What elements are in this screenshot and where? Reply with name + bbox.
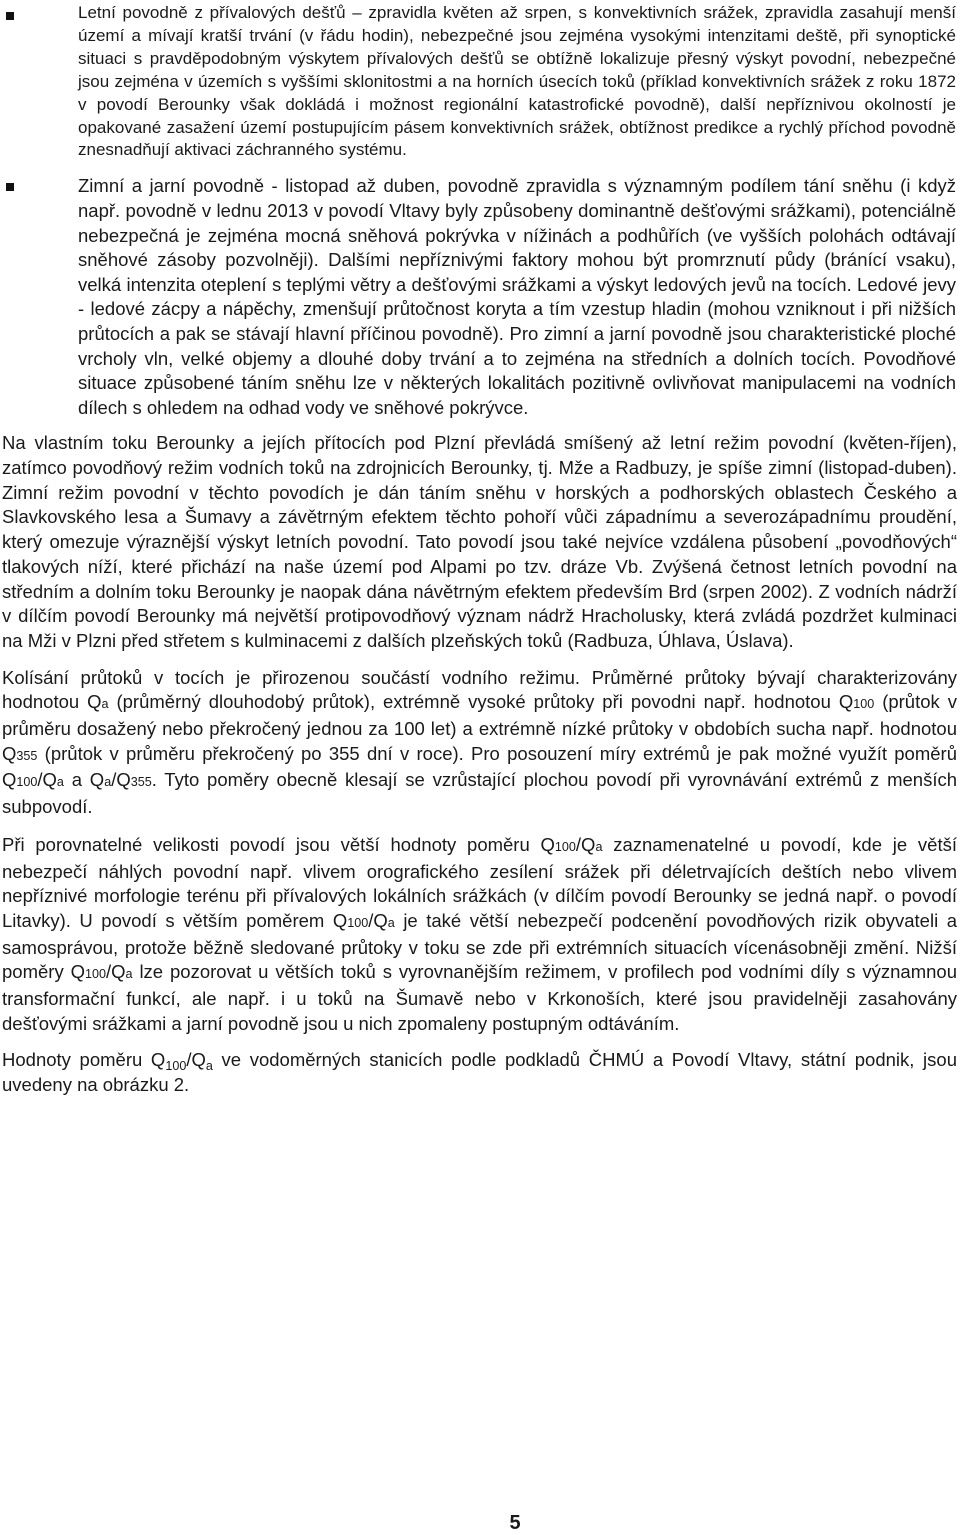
text-run: Hodnoty poměru Q bbox=[2, 1049, 166, 1071]
subscript: 355 bbox=[130, 775, 152, 790]
text-run: /Q bbox=[575, 833, 596, 855]
text-run: (průměrný dlouhodobý průtok), extrémně vysoké průtoky při povodni např. hodnotou Q bbox=[108, 691, 854, 713]
subscript: 100 bbox=[347, 915, 369, 930]
text-run: je také větší nebezpečí podcenění povodňových rizik obyvateli a samosprávou, protože běžně sledované průtoky v toku se zde při extrémních situacích vícenásobněji změní. Nižší poměry Q bbox=[2, 909, 958, 983]
subscript: 100 bbox=[853, 697, 875, 712]
bullet-item-winter-spring-floods bbox=[0, 174, 960, 420]
text-run: /Q bbox=[37, 769, 57, 791]
text-run: (průtok v průměru dosažený nebo překročený jednou za 100 let) a extrémně nízké průtoky v obdobích sucha např. hodnotou Q bbox=[2, 691, 957, 764]
paragraph-ratio-comparison bbox=[0, 833, 960, 1037]
subscript: a bbox=[56, 775, 64, 790]
text-run: /Q bbox=[368, 909, 388, 931]
subscript: a bbox=[205, 1059, 213, 1074]
subscript: a bbox=[387, 915, 395, 930]
subscript: a bbox=[125, 967, 133, 982]
subscript: a bbox=[101, 697, 109, 712]
text-run: (průtok v průměru překročený po 355 dní v roce). Pro posouzení míry extrémů je pak možné využít poměrů Q bbox=[2, 742, 957, 791]
subscript: a bbox=[104, 775, 112, 790]
text-run: /Q bbox=[186, 1049, 206, 1071]
square-bullet-icon bbox=[6, 183, 14, 191]
subscript: 355 bbox=[16, 748, 38, 763]
subscript: 100 bbox=[85, 967, 106, 982]
page-number: 5 bbox=[509, 1512, 521, 1534]
bullet-text: Letní povodně z přívalových dešťů – zpravidla květen až srpen, s konvektivních srážek, zpravidla zasahují menší území a mívají kratší trvání (v řádu hodin), nebezpečné jsou zejména vysokými intenzitami deště, při synoptické situaci s pravděpodobným výskytem přívalových dešťů se obtížně lokalizuje přesný výskyt povodní, nebezpečné jsou zejména v územích s vyššími sklonitostmi a na horních úsecích toků (příklad konvektivních srážek z roku 1872 v povodí Berounky však dokládá i možnost regionální katastrofické povodně), další nepříznivou okolností je opakované zasažení území postupujícím pásem konvektivních srážek, obtížnost predikce a rychlý příchod povodně znesnadňují aktivaci záchranného systému. bbox=[78, 3, 956, 160]
square-bullet-icon bbox=[6, 12, 14, 20]
subscript: 100 bbox=[16, 775, 38, 790]
text-run: Při porovnatelné velikosti povodí jsou větší hodnoty poměru Q bbox=[2, 833, 555, 855]
text-run: Kolísání průtoků v tocích je přirozenou součástí vodního režimu. Průměrné průtoky bývají charakterizovány hodnotou Q bbox=[2, 666, 957, 713]
bullet-text: Zimní a jarní povodně - listopad až duben, povodně zpravidla s významným podílem tání sněhu (i když např. povodně v lednu 2013 v povodí Vltavy byly způsobeny dominantně dešťovými srážkami), potenciálně nebezpečná je zejména mocná sněhová pokrývka v nížinách a podhůřích (ve vyšších polohách odtávají sněhové zásoby pozvolněji). Dalšími nepříznivými faktory mohou být promrznutí půdy (bránící vsaku), velká intenzita oteplení s teplými větry a dešťovými srážkami a výskyt ledových jevů na tocích. Ledové jevy - ledové zácpy a nápěchy, zmenšují průtočnost koryta a tím vzestup hladin (mohou vzniknout i při nižších průtocích a pak se stávají hlavní příčinou povodně). Pro zimní a jarní povodně jsou charakteristické ploché vrcholy vln, velké objemy a dlouhé doby trvání a to zejména na středních a dolních tocích. Povodňové situace způsobené táním sněhu lze v některých lokalitách pozitivně ovlivňovat manipulacemi na vodních dílech s ohledem na odhad vody ve sněhové pokrývce. bbox=[78, 175, 956, 418]
text-run: zaznamenatelné u povodí, kde je větší nebezpečí náhlých povodní např. vlivem orografického zesílení srážek při déletrvajících deštích nebo vlivem nepříznivé morfologie terénu při přívalových lokálních srážkách (v dílčím povodí Berounky se jedná např. o povodí Litavky). U povodí s větším poměrem Q bbox=[2, 833, 957, 931]
bullet-list bbox=[0, 2, 960, 420]
bullet-item-summer-floods bbox=[0, 2, 960, 162]
paragraph-flow-fluctuation bbox=[0, 666, 960, 820]
text-run: /Q bbox=[106, 961, 126, 983]
text-run: lze pozorovat u větších toků s vyrovnanějším režimem, v profilech pod vodními díly s významnou transformační funkcí, ale např. i u toků na Šumavě nebo v Krkonoších, které jsou pravidelněji zasahovány dešťovými srážkami a jarní povodně jsou u nich zpomaleny postupným odtáváním. bbox=[2, 961, 957, 1034]
subscript: 100 bbox=[165, 1059, 187, 1074]
subscript: a bbox=[595, 839, 603, 854]
subscript: 100 bbox=[554, 839, 576, 854]
text-run: /Q bbox=[111, 769, 131, 791]
text-run: ve vodoměrných stanicích podle podkladů ČHMÚ a Povodí Vltavy, státní podnik, jsou uvedeny na obrázku 2. bbox=[2, 1049, 957, 1096]
paragraph-berounka-regime bbox=[0, 431, 960, 653]
text-run: a Q bbox=[63, 769, 105, 791]
paragraph-figure-reference bbox=[0, 1048, 960, 1097]
text-run: . Tyto poměry obecně klesají se vzrůstající plochou povodí při vyrovnávání extrémů z menších subpovodí. bbox=[2, 769, 957, 818]
paragraph-text: Na vlastním toku Berounky a jejích přítocích pod Plzní převládá smíšený až letní režim povodní (květen-říjen), zatímco povodňový režim vodních toků na zdrojnicích Berounky, tj. Mže a Radbuzy, je spíše zimní (listopad-duben). Zimní režim povodní v těchto povodích je dán táním sněhu v horských a podhorských oblastech Českého a Slavkovského lesa a Šumavy a závětrným efektem těchto pohoří vůči západnímu a severozápadnímu proudění, který omezuje výraznější výskyt letních povodní. Tato povodí jsou také nejvíce vzdálena působení „povodňových“ tlakových níží, které přichází na naše území pod Alpami po tzv. dráze Vb. Zvýšená četnost letních povodní na středním a dolním toku Berounky je naopak dána návětrným efektem především Brd (srpen 2002). Z vodních nádrží v dílčím povodí Berounky má největší protipovodňový význam nádrž Hracholusky, která zvládá pozdržet kulminaci na Mži v Plzni před střetem s kulminacemi z dalších plzeňských toků (Radbuza, Úhlava, Úslava). bbox=[2, 432, 957, 651]
